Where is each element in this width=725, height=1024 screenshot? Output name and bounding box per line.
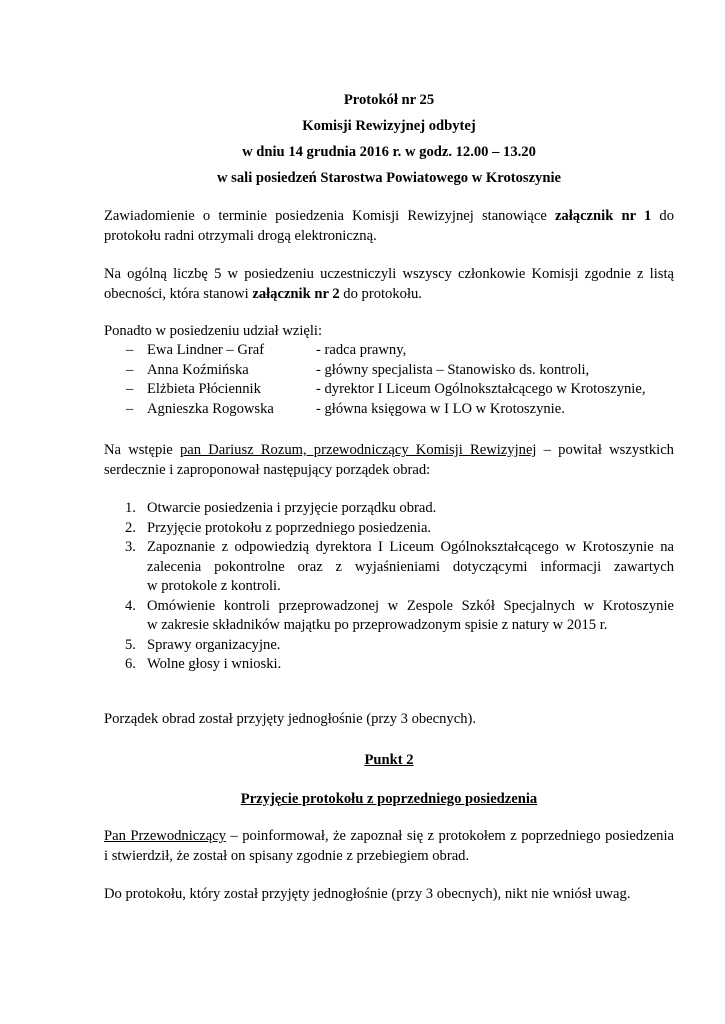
participant-name: Anna Koźmińska xyxy=(147,361,249,378)
agenda-accepted: Porządek obrad został przyjęty jednogłośnie (przy 3 obecnych). xyxy=(104,711,477,727)
protocol-accepted: Do protokołu, który został przyjęty jednogłośnie (przy 3 obecnych), nikt nie wniósł uwag. xyxy=(104,886,631,902)
attachment-2-ref: załącznik nr 2 xyxy=(252,285,340,302)
notice-line-1 xyxy=(104,207,674,227)
point-2-heading: Punkt 2 xyxy=(364,752,414,768)
agenda-text: Otwarcie posiedzenia i przyjęcie porządku obrad. xyxy=(147,500,437,516)
attendance-text: obecności, która stanowi xyxy=(104,285,249,302)
attachment-1-ref: załącznik nr 1 xyxy=(554,208,652,224)
agenda-number: 4. xyxy=(125,597,136,614)
opening-paragraph xyxy=(104,441,674,480)
agenda-number: 5. xyxy=(125,636,136,653)
notice-text-end: do xyxy=(659,208,674,224)
attendance-line-1: Na ogólną liczbę 5 w posiedzeniu uczestniczyli wszyscy członkowie Komisji zgodnie z listą xyxy=(104,266,674,282)
attendance-text-end: do protokołu. xyxy=(343,285,422,302)
agenda-list xyxy=(104,499,674,675)
agenda-number: 1. xyxy=(125,500,136,516)
list-dash: – xyxy=(126,400,134,417)
chairman-line-1 xyxy=(104,827,674,847)
participant-row xyxy=(104,361,674,381)
participant-row xyxy=(104,341,674,361)
agenda-text: Omówienie kontroli przeprowadzonej w Zespole Szkół Specjalnych w Krotoszynie xyxy=(147,597,674,614)
title-line-4: w sali posiedzeń Starostwa Powiatowego w Krotoszynie xyxy=(216,170,561,186)
participants-list xyxy=(104,341,674,419)
agenda-number: 2. xyxy=(125,519,136,536)
title-line-2: Komisji Rewizyjnej odbytej xyxy=(302,118,476,134)
notice-paragraph xyxy=(104,207,674,246)
agenda-item xyxy=(104,597,674,636)
list-dash: – xyxy=(126,361,134,378)
chairman-line-2: i stwierdził, że został on spisany zgodnie z przebiegiem obrad. xyxy=(104,847,470,864)
agenda-item xyxy=(104,636,674,656)
agenda-text: Sprawy organizacyjne. xyxy=(147,636,281,653)
agenda-item xyxy=(104,655,674,675)
agenda-number: 6. xyxy=(125,656,136,672)
agenda-item xyxy=(104,519,674,539)
attendance-line-2 xyxy=(104,285,674,305)
participant-role: - główny specjalista – Stanowisko ds. kontroli, xyxy=(316,361,590,378)
opening-text-end: – powitał wszystkich xyxy=(543,442,674,458)
participant-row xyxy=(104,380,674,400)
chairman-text: – poinformował, że zapoznał się z protokołem z poprzedniego posiedzenia xyxy=(230,828,674,844)
title-line-1: Protokół nr 25 xyxy=(343,92,435,108)
participant-row xyxy=(104,400,674,420)
list-dash: – xyxy=(126,342,134,358)
title-line-3: w dniu 14 grudnia 2016 r. w godz. 12.00 – 13.20 xyxy=(242,144,536,160)
agenda-item xyxy=(104,538,674,597)
agenda-number: 3. xyxy=(125,539,136,555)
agenda-text: zalecenia pokontrolne oraz z wyjaśnieniami dotyczącymi informacji zawartych xyxy=(147,558,674,575)
opening-line-1 xyxy=(104,441,674,461)
notice-text: Zawiadomienie o terminie posiedzenia Komisji Rewizyjnej stanowiące xyxy=(104,208,547,224)
attendance-paragraph xyxy=(104,265,674,304)
notice-line-2: protokołu radni otrzymali drogą elektroniczną. xyxy=(104,227,377,244)
agenda-text: Wolne głosy i wnioski. xyxy=(147,656,282,672)
participant-name: Elżbieta Płóciennik xyxy=(147,381,261,397)
opening-text: Na wstępie xyxy=(104,442,173,458)
agenda-text: Przyjęcie protokołu z poprzedniego posiedzenia. xyxy=(147,519,432,536)
participant-role: - radca prawny, xyxy=(316,342,407,358)
agenda-text: Zapoznanie z odpowiedzią dyrektora I Liceum Ogólnokształcącego w Krotoszynie na xyxy=(147,539,674,555)
agenda-text: w zakresie składników majątku po przeprowadzonym spisie z natury w 2015 r. xyxy=(147,617,608,633)
chairman-title: Pan Przewodniczący xyxy=(104,828,226,844)
agenda-text: w protokole z kontroli. xyxy=(147,578,281,594)
participant-name: Ewa Lindner – Graf xyxy=(147,342,265,358)
participant-role: - dyrektor I Liceum Ogólnokształcącego w Krotoszynie, xyxy=(316,381,646,397)
document-title xyxy=(104,87,674,191)
chairman-paragraph xyxy=(104,827,674,866)
opening-line-2: serdecznie i zaproponował następujący porządek obrad: xyxy=(104,461,431,478)
point-2-subheading: Przyjęcie protokołu z poprzedniego posiedzenia xyxy=(240,791,538,807)
chairman-name: pan Dariusz Rozum, przewodniczący Komisji Rewizyjnej xyxy=(179,442,537,458)
participants-intro: Ponadto w posiedzeniu udział wzięli: xyxy=(104,323,323,339)
agenda-item xyxy=(104,499,674,519)
list-dash: – xyxy=(126,381,134,397)
participant-name: Agnieszka Rogowska xyxy=(147,400,274,417)
participant-role: - główna księgowa w I LO w Krotoszynie. xyxy=(316,400,565,417)
